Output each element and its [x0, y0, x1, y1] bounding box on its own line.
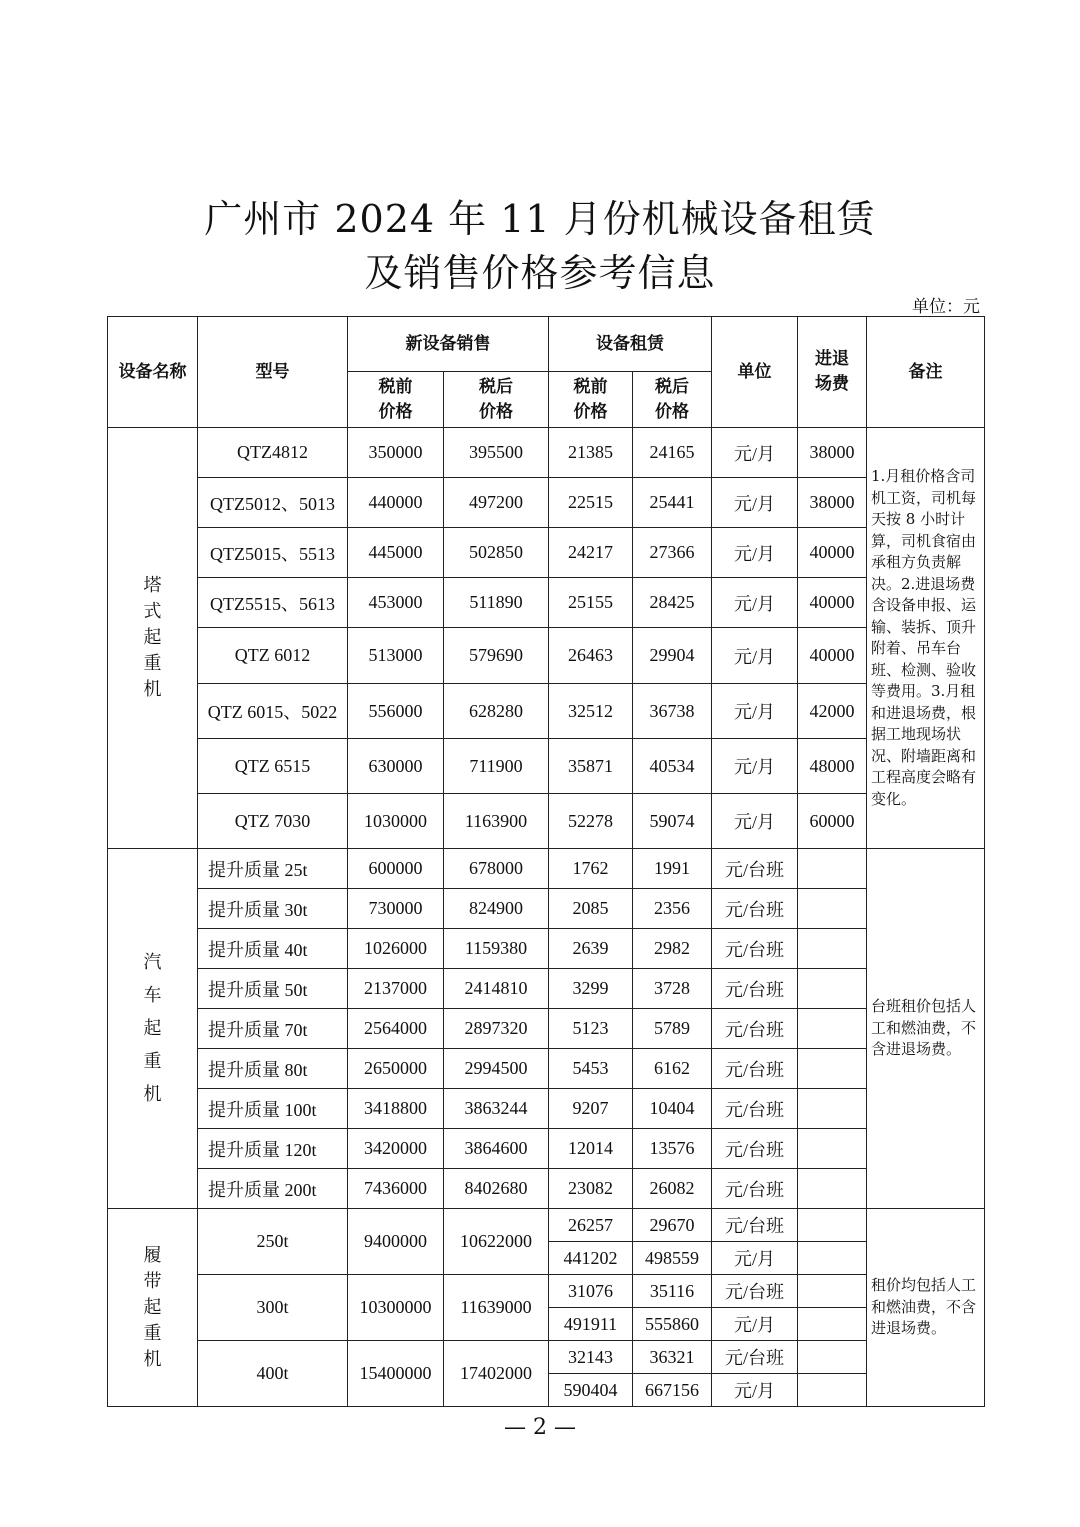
model-cell: 400t: [198, 1341, 348, 1407]
sale-pre-tax-cell: 730000: [348, 889, 444, 929]
unit-cell: 元/台班: [712, 1169, 798, 1209]
rent-pre-tax-cell: 1762: [549, 849, 633, 889]
sale-pre-tax-cell: 7436000: [348, 1169, 444, 1209]
rent-post-tax-cell: 2356: [633, 889, 712, 929]
rent-pre-tax-cell: 26257: [549, 1209, 633, 1242]
unit-cell: 元/台班: [712, 1089, 798, 1129]
rent-pre-tax-cell: 32512: [549, 684, 633, 739]
sale-pre-tax-cell: 2564000: [348, 1009, 444, 1049]
entry-exit-fee-cell: [798, 1209, 867, 1242]
rent-pre-tax-cell: 26463: [549, 628, 633, 684]
category-cell: 履 带 起 重 机: [108, 1209, 198, 1407]
table-row: [108, 1169, 985, 1209]
entry-exit-fee-cell: [798, 1129, 867, 1169]
entry-exit-fee-cell: [798, 1242, 867, 1275]
rent-pre-tax-cell: 441202: [549, 1242, 633, 1275]
model-cell: QTZ4812: [198, 428, 348, 478]
rent-post-tax-cell: 10404: [633, 1089, 712, 1129]
unit-cell: 元/月: [712, 1374, 798, 1407]
remark-cell: 台班租价包括人工和燃油费，不含进退场费。: [867, 849, 985, 1209]
rent-pre-tax-cell: 590404: [549, 1374, 633, 1407]
entry-exit-fee-cell: [798, 969, 867, 1009]
rent-pre-tax-cell: 23082: [549, 1169, 633, 1209]
sale-pre-tax-cell: 3418800: [348, 1089, 444, 1129]
unit-cell: 元/月: [712, 794, 798, 849]
rent-pre-tax-cell: 5453: [549, 1049, 633, 1089]
table-row: [108, 1009, 985, 1049]
unit-cell: 元/月: [712, 1308, 798, 1341]
unit-cell: 元/月: [712, 1242, 798, 1275]
rent-pre-tax-cell: 12014: [549, 1129, 633, 1169]
sale-post-tax-cell: 10622000: [444, 1209, 549, 1275]
entry-exit-fee-cell: 60000: [798, 794, 867, 849]
rent-pre-tax-cell: 491911: [549, 1308, 633, 1341]
model-cell: QTZ5012、5013: [198, 478, 348, 528]
model-cell: 提升质量 70t: [198, 1009, 348, 1049]
rent-post-tax-cell: 5789: [633, 1009, 712, 1049]
rent-post-tax-cell: 29904: [633, 628, 712, 684]
unit-cell: 元/月: [712, 528, 798, 578]
sale-pre-tax-cell: 15400000: [348, 1341, 444, 1407]
rent-post-tax-cell: 3728: [633, 969, 712, 1009]
sale-post-tax-cell: 711900: [444, 739, 549, 794]
rent-post-tax-cell: 28425: [633, 578, 712, 628]
rent-post-tax-cell: 36738: [633, 684, 712, 739]
entry-exit-fee-cell: [798, 1049, 867, 1089]
rent-pre-tax-cell: 24217: [549, 528, 633, 578]
document-title-line2: 及销售价格参考信息: [364, 251, 716, 295]
sale-pre-tax-cell: 2137000: [348, 969, 444, 1009]
entry-exit-fee-cell: [798, 1275, 867, 1308]
rent-pre-tax-cell: 2639: [549, 929, 633, 969]
entry-exit-fee-cell: [798, 1169, 867, 1209]
sale-post-tax-cell: 17402000: [444, 1341, 549, 1407]
rent-pre-tax-cell: 31076: [549, 1275, 633, 1308]
sale-post-tax-cell: 824900: [444, 889, 549, 929]
sale-post-tax-cell: 2994500: [444, 1049, 549, 1089]
sale-post-tax-cell: 3863244: [444, 1089, 549, 1129]
entry-exit-fee-cell: 40000: [798, 578, 867, 628]
rent-post-tax-cell: 555860: [633, 1308, 712, 1341]
table-row: [108, 1341, 985, 1374]
table-row: [108, 929, 985, 969]
entry-exit-fee-cell: 38000: [798, 478, 867, 528]
table-row: [108, 1049, 985, 1089]
sale-post-tax-cell: 395500: [444, 428, 549, 478]
table-row: [108, 739, 985, 794]
remark-cell: 租价均包括人工和燃油费，不含进退场费。: [867, 1209, 985, 1407]
sale-pre-tax-cell: 9400000: [348, 1209, 444, 1275]
sale-pre-tax-cell: 513000: [348, 628, 444, 684]
sale-pre-tax-cell: 556000: [348, 684, 444, 739]
rent-post-tax-cell: 25441: [633, 478, 712, 528]
sale-post-tax-cell: 502850: [444, 528, 549, 578]
model-cell: QTZ 6515: [198, 739, 348, 794]
table-row: [108, 684, 985, 739]
rent-post-tax-cell: 24165: [633, 428, 712, 478]
unit-note: 单位：元: [912, 297, 980, 317]
rent-post-tax-cell: 35116: [633, 1275, 712, 1308]
unit-cell: 元/台班: [712, 849, 798, 889]
entry-exit-fee-cell: 40000: [798, 628, 867, 684]
model-cell: QTZ5515、5613: [198, 578, 348, 628]
table-row: [108, 428, 985, 478]
model-cell: 提升质量 30t: [198, 889, 348, 929]
entry-exit-fee-cell: 42000: [798, 684, 867, 739]
rent-post-tax-cell: 1991: [633, 849, 712, 889]
header-rental: 设备租赁: [549, 317, 712, 372]
rent-pre-tax-cell: 52278: [549, 794, 633, 849]
sale-pre-tax-cell: 350000: [348, 428, 444, 478]
unit-cell: 元/台班: [712, 1275, 798, 1308]
rent-post-tax-cell: 26082: [633, 1169, 712, 1209]
rent-post-tax-cell: 667156: [633, 1374, 712, 1407]
header-rent-pre-tax: 税前价格: [549, 372, 633, 428]
model-cell: 提升质量 40t: [198, 929, 348, 969]
unit-cell: 元/台班: [712, 889, 798, 929]
model-cell: QTZ 6015、5022: [198, 684, 348, 739]
entry-exit-fee-cell: 38000: [798, 428, 867, 478]
entry-exit-fee-cell: [798, 889, 867, 929]
table-row: [108, 1275, 985, 1308]
unit-cell: 元/月: [712, 478, 798, 528]
unit-cell: 元/台班: [712, 1341, 798, 1374]
sale-post-tax-cell: 579690: [444, 628, 549, 684]
entry-exit-fee-cell: [798, 849, 867, 889]
unit-cell: 元/月: [712, 578, 798, 628]
header-unit: 单位: [712, 317, 798, 428]
model-cell: 提升质量 25t: [198, 849, 348, 889]
table-row: [108, 478, 985, 528]
entry-exit-fee-cell: 40000: [798, 528, 867, 578]
model-cell: QTZ5015、5513: [198, 528, 348, 578]
document-title-line1: 广州市 2024 年 11 月份机械设备租赁: [204, 197, 876, 241]
model-cell: 提升质量 100t: [198, 1089, 348, 1129]
model-cell: 300t: [198, 1275, 348, 1341]
header-model: 型号: [198, 317, 348, 428]
header-new-sales: 新设备销售: [348, 317, 549, 372]
unit-cell: 元/月: [712, 428, 798, 478]
sale-post-tax-cell: 2414810: [444, 969, 549, 1009]
table-row: [108, 1129, 985, 1169]
sale-post-tax-cell: 497200: [444, 478, 549, 528]
model-cell: QTZ 6012: [198, 628, 348, 684]
unit-cell: 元/台班: [712, 1129, 798, 1169]
sale-pre-tax-cell: 630000: [348, 739, 444, 794]
sale-post-tax-cell: 3864600: [444, 1129, 549, 1169]
unit-cell: 元/月: [712, 684, 798, 739]
rent-post-tax-cell: 40534: [633, 739, 712, 794]
rent-post-tax-cell: 59074: [633, 794, 712, 849]
table-row: [108, 628, 985, 684]
rent-post-tax-cell: 13576: [633, 1129, 712, 1169]
model-cell: 提升质量 50t: [198, 969, 348, 1009]
table-row: [108, 1209, 985, 1242]
entry-exit-fee-cell: [798, 929, 867, 969]
sale-pre-tax-cell: 600000: [348, 849, 444, 889]
rent-pre-tax-cell: 3299: [549, 969, 633, 1009]
header-sale-post-tax: 税后价格: [444, 372, 549, 428]
model-cell: 提升质量 200t: [198, 1169, 348, 1209]
unit-cell: 元/台班: [712, 969, 798, 1009]
header-rent-post-tax: 税后价格: [633, 372, 712, 428]
table-row: [108, 889, 985, 929]
entry-exit-fee-cell: [798, 1089, 867, 1129]
entry-exit-fee-cell: [798, 1341, 867, 1374]
sale-post-tax-cell: 2897320: [444, 1009, 549, 1049]
model-cell: 提升质量 120t: [198, 1129, 348, 1169]
table-row: [108, 794, 985, 849]
rent-pre-tax-cell: 2085: [549, 889, 633, 929]
sale-post-tax-cell: 678000: [444, 849, 549, 889]
sale-pre-tax-cell: 445000: [348, 528, 444, 578]
unit-cell: 元/台班: [712, 1209, 798, 1242]
header-remarks: 备注: [867, 317, 985, 428]
sale-pre-tax-cell: 453000: [348, 578, 444, 628]
table-row: [108, 969, 985, 1009]
sale-pre-tax-cell: 3420000: [348, 1129, 444, 1169]
sale-pre-tax-cell: 1030000: [348, 794, 444, 849]
table-row: [108, 849, 985, 889]
rent-post-tax-cell: 6162: [633, 1049, 712, 1089]
sale-post-tax-cell: 511890: [444, 578, 549, 628]
rent-pre-tax-cell: 32143: [549, 1341, 633, 1374]
table-row: [108, 528, 985, 578]
sale-pre-tax-cell: 440000: [348, 478, 444, 528]
header-device-name: 设备名称: [108, 317, 198, 428]
unit-cell: 元/月: [712, 739, 798, 794]
rent-pre-tax-cell: 9207: [549, 1089, 633, 1129]
rent-post-tax-cell: 36321: [633, 1341, 712, 1374]
entry-exit-fee-cell: 48000: [798, 739, 867, 794]
rent-pre-tax-cell: 21385: [549, 428, 633, 478]
sale-pre-tax-cell: 10300000: [348, 1275, 444, 1341]
model-cell: 250t: [198, 1209, 348, 1275]
rent-post-tax-cell: 27366: [633, 528, 712, 578]
sale-post-tax-cell: 11639000: [444, 1275, 549, 1341]
entry-exit-fee-cell: [798, 1009, 867, 1049]
price-table: [107, 316, 985, 1407]
model-cell: 提升质量 80t: [198, 1049, 348, 1089]
rent-pre-tax-cell: 35871: [549, 739, 633, 794]
category-cell: 汽 车 起 重 机: [108, 849, 198, 1209]
sale-post-tax-cell: 1163900: [444, 794, 549, 849]
remark-cell: 1.月租价格含司机工资，司机每天按 8 小时计算，司机食宿由承租方负责解决。2.进退场费含设备申报、运输、装拆、顶升附着、吊车台班、检测、验收等费用。3.月租和进退场费，根据工地现场状况、附墙距离和工程高度会略有变化。: [867, 428, 985, 849]
rent-pre-tax-cell: 22515: [549, 478, 633, 528]
unit-cell: 元/台班: [712, 929, 798, 969]
header-sale-pre-tax: 税前价格: [348, 372, 444, 428]
model-cell: QTZ 7030: [198, 794, 348, 849]
table-row: [108, 578, 985, 628]
table-row: [108, 1089, 985, 1129]
sale-post-tax-cell: 1159380: [444, 929, 549, 969]
sale-post-tax-cell: 628280: [444, 684, 549, 739]
sale-pre-tax-cell: 2650000: [348, 1049, 444, 1089]
rent-pre-tax-cell: 25155: [549, 578, 633, 628]
entry-exit-fee-cell: [798, 1374, 867, 1407]
unit-cell: 元/台班: [712, 1049, 798, 1089]
sale-pre-tax-cell: 1026000: [348, 929, 444, 969]
header-entry-exit-fee: 进退场费: [798, 317, 867, 428]
rent-pre-tax-cell: 5123: [549, 1009, 633, 1049]
unit-cell: 元/月: [712, 628, 798, 684]
rent-post-tax-cell: 2982: [633, 929, 712, 969]
entry-exit-fee-cell: [798, 1308, 867, 1341]
page-number: — 2 —: [504, 1415, 576, 1440]
category-cell: 塔 式 起 重 机: [108, 428, 198, 849]
unit-cell: 元/台班: [712, 1009, 798, 1049]
sale-post-tax-cell: 8402680: [444, 1169, 549, 1209]
rent-post-tax-cell: 498559: [633, 1242, 712, 1275]
rent-post-tax-cell: 29670: [633, 1209, 712, 1242]
